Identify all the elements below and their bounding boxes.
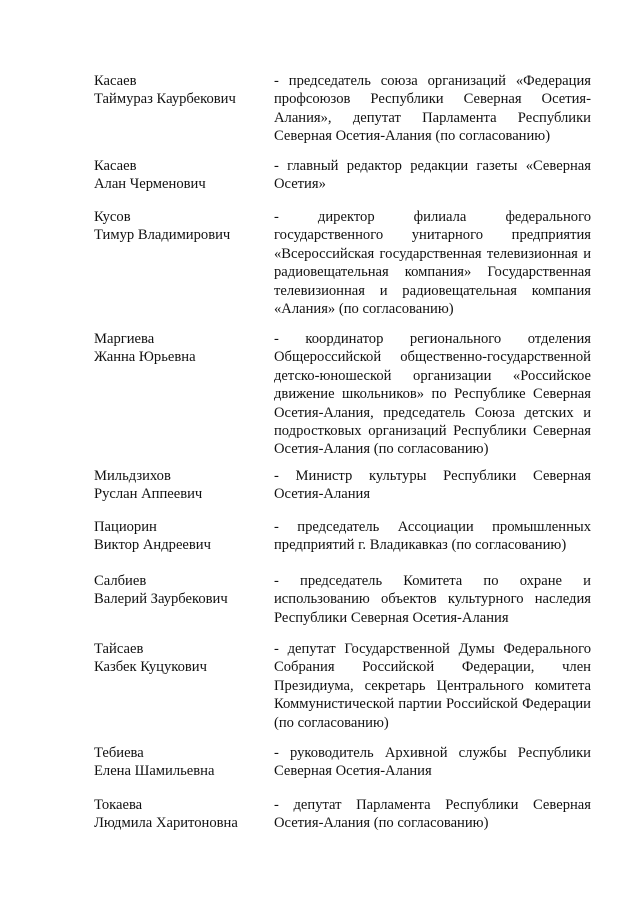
member-name [94, 157, 264, 194]
member-surname: Токаева [94, 797, 143, 813]
member-given-names: Руслан Аппеевич [94, 486, 203, 503]
member-given-names: Елена Шамильевна [94, 763, 215, 780]
member-given-names: Валерий Заурбекович [94, 591, 228, 608]
member-role: - Министр культуры Республики Северная Осетия-Алания [274, 468, 591, 503]
member-given-names: Таймураз Каурбекович [94, 91, 236, 108]
member-name [94, 467, 264, 504]
member-name [94, 796, 264, 833]
member-given-names: Людмила Харитоновна [94, 815, 238, 832]
member-name [94, 330, 264, 367]
member-role: - председатель Ассоциации промышленных предприятий г. Владикавказ (по согласованию) [274, 519, 591, 554]
member-role: - директор филиала федерального государственного унитарного предприятия «Всероссийская государственная телевизионная и радиовещательная компания» Государственная телевизионная и радиовещательная компания «Алания» (по согласованию) [274, 209, 591, 318]
member-role: - координатор регионального отделения Общероссийской общественно-государственной детско-юношеской организации «Российское движение школьников» по Республике Северная Осетия-Алания, председатель Союза детских и подростковых организаций Республики Северная Осетия-Алания (по согласованию) [274, 331, 591, 458]
member-role: - председатель союза организаций «Федерация профсоюзов Республики Северная Осетия-Алания», депутат Парламента Республики Северная Осетия-Алания (по согласованию) [274, 73, 591, 145]
member-surname: Касаев [94, 158, 137, 174]
member-surname: Мильдзихов [94, 468, 171, 484]
member-given-names: Тимур Владимирович [94, 227, 231, 244]
member-given-names: Виктор Андреевич [94, 537, 211, 554]
member-role: - депутат Государственной Думы Федерального Собрания Российской Федерации, член Президиума, секретарь Центрального комитета Коммунистической партии Российской Федерации (по согласованию) [274, 641, 591, 731]
member-name [94, 572, 264, 609]
member-surname: Касаев [94, 73, 137, 89]
member-role: - депутат Парламента Республики Северная Осетия-Алания (по согласованию) [274, 797, 591, 832]
member-surname: Маргиева [94, 331, 155, 347]
member-role: - председатель Комитета по охране и использованию объектов культурного наследия Республики Северная Осетия-Алания [274, 573, 591, 626]
member-surname: Тайсаев [94, 641, 144, 657]
member-name [94, 208, 264, 245]
member-surname: Пациорин [94, 519, 157, 535]
member-surname: Кусов [94, 209, 131, 225]
member-role: - руководитель Архивной службы Республики Северная Осетия-Алания [274, 745, 591, 780]
member-role: - главный редактор редакции газеты «Северная Осетия» [274, 158, 591, 193]
member-name [94, 640, 264, 677]
member-name [94, 518, 264, 555]
member-given-names: Казбек Куцукович [94, 659, 207, 676]
member-surname: Салбиев [94, 573, 147, 589]
member-name [94, 72, 264, 109]
member-given-names: Алан Черменович [94, 176, 206, 193]
member-surname: Тебиева [94, 745, 144, 761]
member-name [94, 744, 264, 781]
member-given-names: Жанна Юрьевна [94, 349, 196, 366]
